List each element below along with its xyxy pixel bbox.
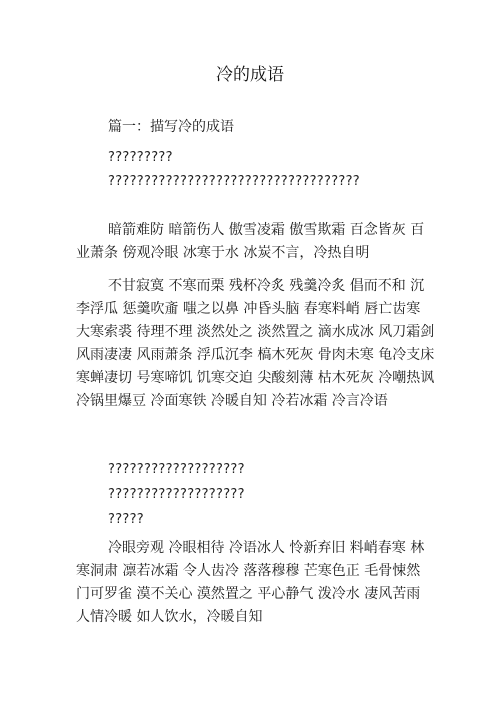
idiom-paragraph-2: 不甘寂寞 不寒而栗 残杯冷炙 残羹冷炙 倡而不和 沉李浮瓜 惩羹吹齑 嗤之以鼻 冲昏头脑 春寒料峭 唇亡齿寒 大寒索裘 待理不理 淡然处之 淡然置之 滴水成冰 风刀霜剑 风雨凄凄 风雨萧条 浮瓜沉李 槁木死灰 骨肉未寒 龟冷支床 寒蝉凄切 号寒啼饥 饥寒交迫 尖酸刻薄 枯木死灰 冷嘲热讽 冷锅里爆豆 冷面寒铁 冷暖自知 冷若冰霜 冷言冷语 [76,278,435,409]
idiom-paragraph-3: 冷眼旁观 冷眼相待 冷语冰人 怜新弃旧 料峭春寒 林寒洞肃 凛若冰霜 令人齿冷 落落穆穆 芒寒色正 毛骨悚然 门可罗雀 漠不关心 漠然置之 平心静气 泼冷水 凄风苦雨 人情冷暖 如人饮水，冷暖自知 [76,540,425,625]
garbled-line-1: ????????? [108,150,173,165]
garbled-line-3: ??????????????????? [108,462,245,477]
garbled-line-5: ????? [108,512,144,527]
page-title: 冷的成语 [216,65,284,85]
idiom-paragraph-1: 暗箭难防 暗箭伤人 傲雪凌霜 傲雪欺霜 百念皆灰 百业萧条 傍观冷眼 冰寒于水 冰炭不言，冷热自明 [76,222,425,261]
garbled-line-4: ??????????????????? [108,487,245,502]
section-heading: 篇一：描写冷的成语 [108,119,234,135]
garbled-line-2: ??????????????????????????????????? [108,174,360,189]
